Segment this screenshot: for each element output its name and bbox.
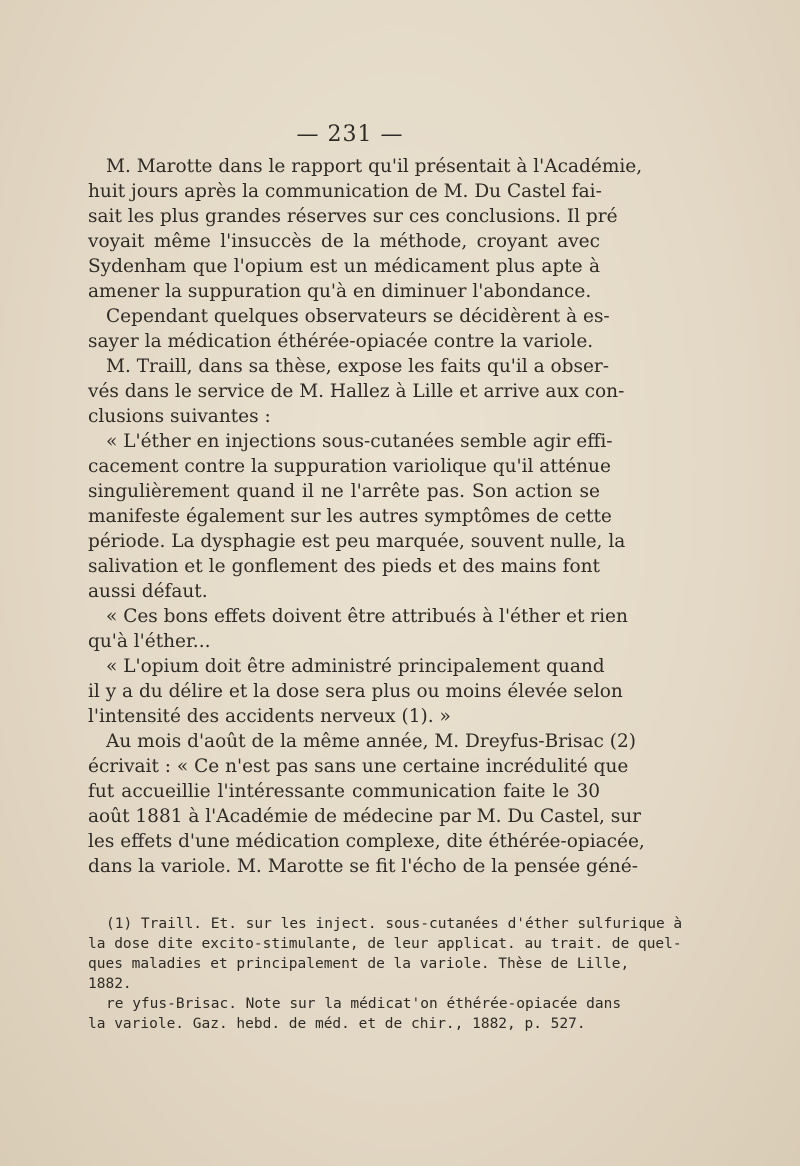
footnotes	[88, 914, 683, 1034]
text-line: fut accueillie l'intéressante communication faite le 30	[88, 781, 600, 802]
text-line: « L'opium doit être administré principalement quand	[106, 656, 605, 677]
text-line: M. Traill, dans sa thèse, expose les faits qu'il a obser-	[106, 356, 610, 377]
text-line: cacement contre la suppuration variolique qu'il atténue	[88, 456, 611, 477]
text-line: Au mois d'août de la même année, M. Dreyfus-Brisac (2)	[106, 731, 636, 752]
text-line: Sydenham que l'opium est un médicament plus apte à	[88, 256, 600, 277]
text-line: dans la variole. M. Marotte se fit l'écho de la pensée géné-	[88, 856, 638, 877]
text-line: l'intensité des accidents nerveux (1). »	[88, 706, 451, 727]
text-line: huit jours après la communication de M. Du Castel fai-	[88, 181, 602, 202]
footnote-line: la variole. Gaz. hebd. de méd. et de chir., 1882, p. 527.	[88, 1016, 586, 1032]
body-text	[88, 154, 645, 879]
text-line: sayer la médication éthérée-opiacée contre la variole.	[88, 331, 594, 352]
footnote-line: la dose dite excito-stimulante, de leur applicat. au trait. de quel-	[88, 936, 682, 952]
text-line: M. Marotte dans le rapport qu'il présentait à l'Académie,	[106, 156, 643, 177]
text-line: amener la suppuration qu'à en diminuer l'abondance.	[88, 281, 592, 302]
text-line: août 1881 à l'Académie de médecine par M. Du Castel, sur	[88, 806, 641, 827]
text-line: manifeste également sur les autres symptômes de cette	[88, 506, 612, 527]
page-number: — 231 —	[296, 122, 404, 147]
text-line: Cependant quelques observateurs se décidèrent à es-	[106, 306, 610, 327]
footnote-line: ques maladies et principalement de la variole. Thèse de Lille,	[88, 956, 630, 972]
text-line: « Ces bons effets doivent être attribués à l'éther et rien	[106, 606, 628, 627]
footnote-line: 1882.	[88, 976, 132, 992]
footnote-line: (1) Traill. Et. sur les inject. sous-cutanées d'éther sulfurique à	[106, 916, 683, 932]
text-line: « L'éther en injections sous-cutanées semble agir effi-	[106, 431, 613, 452]
text-line: vés dans le service de M. Hallez à Lille et arrive aux con-	[88, 381, 625, 402]
text-line: qu'à l'éther...	[88, 631, 211, 652]
text-line: période. La dysphagie est peu marquée, souvent nulle, la	[88, 531, 626, 552]
text-line: singulièrement quand il ne l'arrête pas. Son action se	[88, 481, 600, 502]
text-line: voyait même l'insuccès de la méthode, croyant avec	[88, 231, 600, 252]
text-line: écrivait : « Ce n'est pas sans une certaine incrédulité que	[88, 756, 629, 777]
footnote-line: re yfus-Brisac. Note sur la médicat'on éthérée-opiacée dans	[106, 996, 622, 1012]
text-line: salivation et le gonflement des pieds et des mains font	[88, 556, 600, 577]
text-line: il y a du délire et la dose sera plus ou moins élevée selon	[88, 681, 623, 702]
text-line: aussi défaut.	[88, 581, 208, 602]
text-line: sait les plus grandes réserves sur ces conclusions. Il pré	[88, 206, 618, 227]
text-line: les effets d'une médication complexe, dite éthérée-opiacée,	[88, 831, 645, 852]
text-line: clusions suivantes :	[88, 406, 271, 427]
